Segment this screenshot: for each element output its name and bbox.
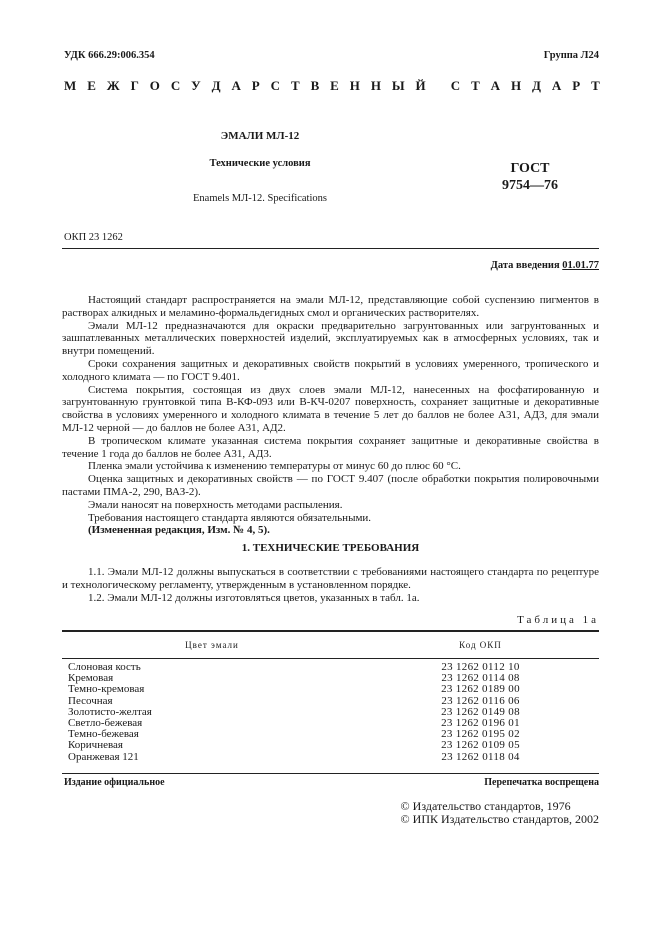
banner-letter: Н	[349, 78, 360, 93]
banner-letter: Е	[330, 78, 339, 93]
section-heading: 1. ТЕХНИЧЕСКИЕ ТРЕБОВАНИЯ	[241, 542, 420, 554]
color-cell: Песочная	[68, 694, 113, 707]
table-row	[62, 752, 599, 763]
code-cell: 23 1262 0114 08	[441, 672, 520, 685]
clause-1-2: 1.2. Эмали МЛ-12 должны изготовляться цветов, указанных в табл. 1а.	[88, 591, 420, 604]
copyright-line: © Издательство стандартов, 1976	[400, 799, 571, 813]
intro-paragraph: Пленка эмали устойчива к изменению температуры от минус 60 до плюс 60 °С.	[88, 460, 461, 473]
banner-letter: Т	[591, 78, 600, 93]
banner-letter: О	[149, 78, 160, 93]
banner-letter: У	[191, 78, 201, 93]
table-row	[62, 684, 599, 695]
copyright-block	[401, 800, 599, 826]
divider	[62, 248, 599, 249]
code-cell: 23 1262 0112 10	[441, 661, 520, 673]
group-code: Группа Л24	[543, 50, 599, 61]
code-cell: 23 1262 0118 04	[441, 750, 520, 763]
banner-letter: Г	[130, 78, 139, 93]
banner-letter: А	[490, 78, 501, 93]
banner-letter: В	[310, 78, 320, 93]
banner-letter: Т	[471, 78, 480, 93]
intro-text	[62, 294, 599, 537]
color-cell: Кремовая	[68, 672, 114, 685]
reprint-notice: Перепечатка воспрещена	[484, 777, 599, 788]
title-block	[150, 130, 370, 204]
header-color: Цвет эмали	[185, 640, 239, 650]
date-label: Дата введения	[490, 260, 560, 271]
banner-letter: С	[270, 78, 281, 93]
table-body	[62, 659, 599, 763]
table-header	[62, 630, 599, 659]
header-okp-code: Код ОКП	[459, 640, 502, 650]
gost-label: ГОСТ	[510, 161, 550, 176]
introduction-date	[491, 260, 599, 271]
intro-paragraph: Оценка защитных и декоративных свойств — по ГОСТ 9.407 (после обработки покрытия полировочными пастами ПМА-2, 290, ВАЗ-2).	[62, 473, 599, 498]
banner-letter: Ы	[391, 78, 405, 93]
official-edition: Издание официальное	[64, 777, 165, 788]
gost-number: 9754—76	[502, 178, 558, 193]
banner-letter: Ж	[106, 78, 120, 93]
banner-letter: Н	[370, 78, 381, 93]
amendment-note: (Измененная редакция, Изм. № 4, 5).	[88, 524, 270, 537]
banner-letter: С	[450, 78, 461, 93]
english-title: Enamels МЛ-12. Specifications	[193, 193, 327, 204]
banner-letter: Р	[251, 78, 260, 93]
section-text	[62, 566, 599, 604]
banner-letter	[437, 78, 440, 94]
banner-letter: Н	[510, 78, 522, 93]
intro-paragraph: Эмали наносят на поверхность методами распыления.	[88, 498, 343, 511]
intro-paragraph: Система покрытия, состоящая из двух слоев эмали МЛ-12, нанесенных на фосфатированную и загрунтованную грунтовкой типа В-КФ-093 или В-КЧ-0207 поверхность, сохраняет защитные и декоративные свойства в условиях умеренного и холодного климата в течение 5 лет до баллов не более А31, АД3, для эмали МЛ-12 черной — до баллов не более А31, АД2.	[62, 383, 599, 434]
intro-paragraph: Требования настоящего стандарта являются обязательными.	[88, 511, 372, 524]
banner-letter: А	[551, 78, 562, 93]
gost-designation	[490, 160, 570, 194]
table-label: Таблица 1а	[517, 614, 599, 626]
color-cell: Темно-кремовая	[68, 683, 145, 696]
code-cell: 23 1262 0195 02	[441, 728, 520, 741]
color-cell: Коричневая	[68, 739, 123, 752]
code-cell: 23 1262 0189 00	[441, 683, 520, 696]
intro-paragraph: Настоящий стандарт распространяется на эмали МЛ-12, представляющие собой суспензию пигментов в растворах алкидных и меламино-формальдегидных смол и органических растворителях.	[62, 294, 599, 319]
banner-letter: Й	[415, 78, 426, 93]
banner-letter: М	[64, 78, 77, 93]
intro-paragraph: В тропическом климате указанная система покрытия сохраняет защитные и декоративные свойства в течение 1 года до баллов не более А31, АД3.	[62, 434, 599, 460]
intro-paragraph: Эмали МЛ-12 предназначаются для окраски предварительно загрунтованных или загрунтованных и зашпатлеванных металлических поверхностей изделий, эксплуатируемых как в атмосферных условиях, так и внутри помещений.	[62, 319, 599, 358]
intro-paragraph: Сроки сохранения защитных и декоративных свойств покрытий в условиях умеренного, тропического и холодного климата — по ГОСТ 9.401.	[62, 357, 599, 383]
document-title: ЭМАЛИ МЛ-12	[220, 130, 300, 142]
banner-letter: Т	[290, 78, 300, 93]
date-value: 01.01.77	[562, 260, 599, 271]
table-row	[62, 740, 599, 751]
color-cell: Слоновая кость	[68, 661, 141, 673]
okp-code: ОКП 23 1262	[64, 232, 123, 243]
banner-letter: Д	[211, 78, 221, 93]
color-table	[62, 630, 599, 763]
code-cell: 23 1262 0109 05	[441, 739, 520, 752]
document-subtitle: Технические условия	[209, 158, 311, 169]
banner-letter: Д	[532, 78, 541, 93]
color-cell: Темно-бежевая	[68, 728, 139, 741]
code-cell: 23 1262 0196 01	[441, 716, 520, 729]
copyright-line: © ИПК Издательство стандартов, 2002	[400, 812, 599, 826]
code-cell: 23 1262 0116 06	[441, 694, 520, 707]
footer-divider	[62, 773, 599, 774]
color-cell: Золотисто-желтая	[68, 705, 152, 718]
interstate-standard-banner	[64, 78, 600, 94]
code-cell: 23 1262 0149 08	[441, 705, 520, 718]
clause-1-1: 1.1. Эмали МЛ-12 должны выпускаться в соответствии с требованиями настоящего стандарта по рецептуре и технологическому регламенту, утвержденным в установленном порядке.	[62, 566, 599, 591]
banner-letter: Е	[87, 78, 96, 93]
color-cell: Оранжевая 121	[68, 750, 139, 763]
banner-letter: С	[170, 78, 181, 93]
banner-letter: А	[231, 78, 241, 93]
banner-letter: Р	[572, 78, 581, 93]
udk-code: УДК 666.29:006.354	[64, 50, 155, 61]
color-cell: Светло-бежевая	[68, 716, 143, 729]
